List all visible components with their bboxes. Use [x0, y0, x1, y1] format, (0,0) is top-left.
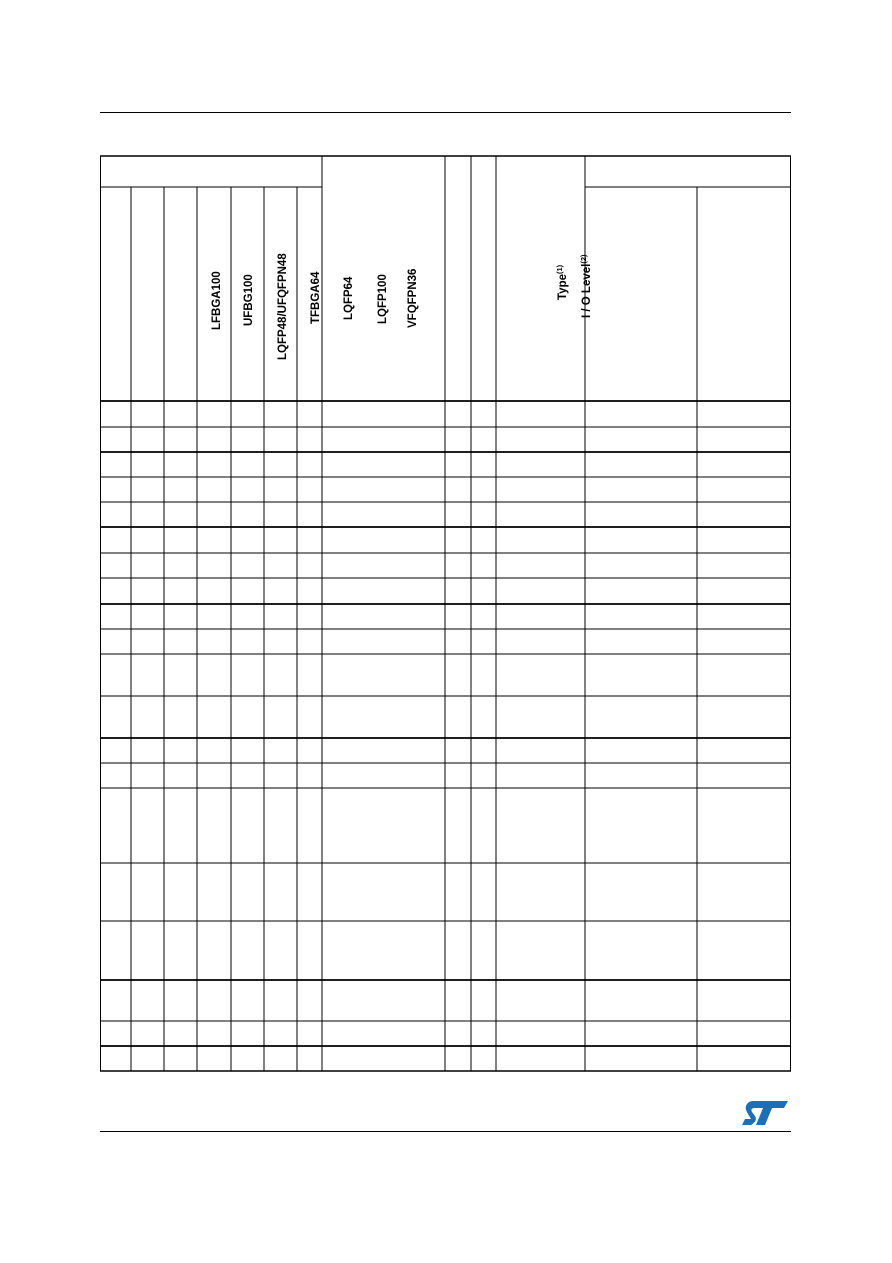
- table-grid: [100, 156, 791, 1071]
- header-vfqfpn36: VFQFPN36: [407, 268, 419, 328]
- header-lqfp48-ufqfpn48: LQFP48/UFQFPN48: [277, 253, 289, 360]
- header-io-level: I / O Level$^{(2)}$: [579, 254, 593, 318]
- pin-table: [100, 0, 791, 1263]
- header-type: Type$^{(1)}$: [555, 264, 569, 300]
- header-lfbga100: LFBGA100: [211, 271, 223, 330]
- header-tfbga64: TFBGA64: [310, 271, 322, 324]
- st-logo-s-shape: [742, 1101, 788, 1125]
- header-lqfp100: LQFP100: [377, 274, 389, 324]
- table-headers: [211, 253, 593, 360]
- header-ufbg100: UFBG100: [243, 274, 255, 326]
- st-logo-icon: [741, 1100, 789, 1126]
- footer-rule: [100, 1131, 791, 1132]
- header-lqfp64: LQFP64: [343, 276, 355, 320]
